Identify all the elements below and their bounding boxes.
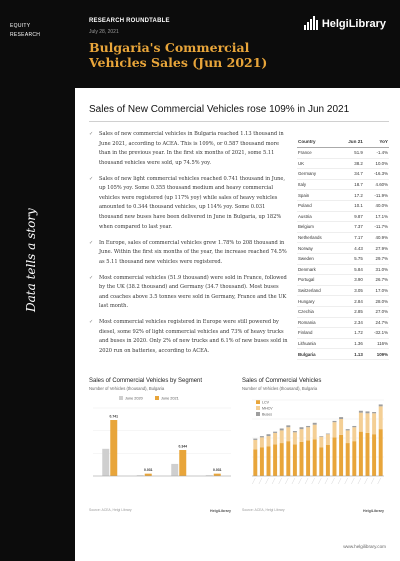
stacked-bar-segment xyxy=(286,441,290,476)
stacked-bar-segment xyxy=(326,434,330,445)
stacked-bar-segment xyxy=(359,411,363,413)
cell-value: 10.1 xyxy=(338,200,364,211)
stacked-bar-segment xyxy=(260,448,264,477)
cell-country: Netherlands xyxy=(297,232,338,243)
table-row xyxy=(297,148,389,159)
stacked-bar-segment xyxy=(319,448,323,477)
bullet-item xyxy=(89,318,289,356)
stacked-bar-segment xyxy=(280,429,284,431)
cell-yoy: -16.3% xyxy=(364,169,389,180)
stacked-bar-segment xyxy=(359,432,363,476)
stacked-bar-segment xyxy=(346,443,350,476)
cell-yoy: 31.0% xyxy=(364,264,389,275)
stacked-bar-segment xyxy=(326,434,330,435)
cell-country: Italy xyxy=(297,179,338,190)
checkmark-icon: ✓ xyxy=(89,175,94,182)
cell-value: 1.72 xyxy=(338,328,364,339)
stacked-bar-segment xyxy=(300,427,304,429)
stacked-bar-segment xyxy=(313,423,317,425)
table-body xyxy=(297,148,389,360)
bar xyxy=(102,449,109,476)
stacked-bar-segment xyxy=(339,417,343,419)
cell-yoy: 4.60% xyxy=(364,179,389,190)
cell-value: 3.05 xyxy=(338,285,364,296)
legend-swatch xyxy=(119,396,123,400)
chart-title: Sales of Commercial Vehicles by Segment xyxy=(89,378,203,384)
table-row xyxy=(297,158,389,169)
bullet-text: Most commercial vehicles registered in Europe were still powered by diesel, some 92% of light commercial vehicles and 73% of heavy trucks and buses in 2020. Only 2% of new trucks and 6.1% of new buses sold in 2020 run on batteries, according to ACEA. xyxy=(99,319,288,355)
cell-country: Hungary xyxy=(297,296,338,307)
stacked-bar-segment xyxy=(293,432,297,444)
checkmark-icon: ✓ xyxy=(89,274,94,281)
stacked-bar-segment xyxy=(346,429,350,430)
table-row xyxy=(297,328,389,339)
stacked-bar-segment xyxy=(319,436,323,437)
cell-country: Finland xyxy=(297,328,338,339)
header-kicker: RESEARCH ROUNDTABLE xyxy=(89,18,170,24)
checkmark-icon: ✓ xyxy=(89,319,94,326)
cell-value: 2.85 xyxy=(338,306,364,317)
cell-value: 17.2 xyxy=(338,190,364,201)
column-header-value: Jun 21 xyxy=(338,138,364,148)
cell-value: 4.43 xyxy=(338,243,364,254)
cell-value: 7.17 xyxy=(338,232,364,243)
country-sales-table xyxy=(297,138,389,360)
cell-yoy: 27.0% xyxy=(364,306,389,317)
brand-logo[interactable] xyxy=(304,16,386,30)
table-row xyxy=(297,211,389,222)
stacked-bar-segment xyxy=(333,437,337,476)
cell-country: Switzerland xyxy=(297,285,338,296)
data-label: 0.031 xyxy=(213,468,222,473)
table-row xyxy=(297,306,389,317)
cell-country: France xyxy=(297,148,338,159)
stacked-bar-segment xyxy=(306,427,310,440)
chart-title: Sales of Commercial Vehicles xyxy=(242,378,322,384)
bullet-item xyxy=(89,239,289,268)
cell-value: 5.75 xyxy=(338,253,364,264)
bullet-text: Sales of new light commercial vehicles reached 0.741 thousand in June, up 105% yoy. Some 0.355 thousand medium and heavy commercial vehicles were registered (up 117% yoy) while sales of heavy vehicles amounted to 0.344 thousand vehicles, up 114% yoy. Some 0.031 thousand new buses have been delivered in June in Bulgaria, up 182% when compared to last year. xyxy=(99,175,286,230)
cell-yoy: 116% xyxy=(364,338,389,349)
bullet-item xyxy=(89,274,289,312)
tag-line-1: EQUITY xyxy=(10,23,31,29)
stacked-bar-segment xyxy=(366,433,370,476)
headline: Sales of New Commercial Vehicles rose 109% in Jun 2021 xyxy=(89,104,350,115)
chart-subtitle: Number of Vehicles (thousand), Bulgaria xyxy=(242,386,318,391)
cell-value: 1.13 xyxy=(338,349,364,360)
stacked-bar-segment xyxy=(313,425,317,440)
stacked-bar-segment xyxy=(366,411,370,413)
stacked-bar-segment xyxy=(333,422,337,437)
cell-country: Lithuania xyxy=(297,338,338,349)
cell-yoy: 24.7% xyxy=(364,317,389,328)
cell-value: 38.2 xyxy=(338,158,364,169)
stacked-bar-segment xyxy=(286,427,290,441)
stacked-bar-segment xyxy=(346,430,350,443)
checkmark-icon: ✓ xyxy=(89,131,94,137)
stacked-bar-segment xyxy=(300,442,304,476)
chart-brand: HelgiLibrary xyxy=(363,509,384,513)
cell-yoy: 17.1% xyxy=(364,211,389,222)
legend-label: Buses xyxy=(262,412,272,417)
table-row-highlight xyxy=(297,349,389,360)
cell-value: 1.36 xyxy=(338,338,364,349)
cell-country: Romania xyxy=(297,317,338,328)
stacked-bar-segment xyxy=(267,436,271,446)
tag-line-2: RESEARCH xyxy=(10,32,41,38)
cell-yoy: 17.0% xyxy=(364,285,389,296)
bar xyxy=(145,474,152,476)
cell-value: 5.84 xyxy=(338,264,364,275)
cell-value: 7.37 xyxy=(338,222,364,233)
cell-yoy: 26.7% xyxy=(364,275,389,286)
cell-yoy: -11.9% xyxy=(364,190,389,201)
chart-subtitle: Number of Vehicles (thousand), Bulgaria xyxy=(89,386,165,391)
checkmark-icon: ✓ xyxy=(89,239,94,246)
stacked-bar-segment xyxy=(267,446,271,476)
logo-text: HelgiLibrary xyxy=(321,18,386,30)
cell-value: 3.90 xyxy=(338,275,364,286)
legend-label: MHCV xyxy=(262,406,273,411)
stacked-bar-segment xyxy=(379,429,383,476)
stacked-bar-segment xyxy=(280,430,284,443)
report-title: Bulgaria's Commercial Vehicles Sales (Jun 2021) xyxy=(89,40,268,70)
stacked-bar-segment xyxy=(339,419,343,435)
table-row xyxy=(297,296,389,307)
stacked-bar-segment xyxy=(372,412,376,413)
stacked-bar-segment xyxy=(293,444,297,476)
bullet-item xyxy=(89,130,289,168)
bar xyxy=(214,474,221,476)
stacked-bar-segment xyxy=(293,431,297,432)
stacked-bar-segment xyxy=(280,443,284,476)
segment-chart-plot xyxy=(89,394,235,498)
stacked-bar-segment xyxy=(273,432,277,433)
bar xyxy=(171,464,178,476)
legend-label: June 2021 xyxy=(161,396,179,401)
bullet-item xyxy=(89,175,289,233)
summary-bullets xyxy=(89,130,289,363)
stacked-bar-segment xyxy=(253,440,257,450)
cell-yoy: 109% xyxy=(364,349,389,360)
table-row xyxy=(297,169,389,180)
legend-label: LCV xyxy=(262,400,269,405)
stacked-bar-segment xyxy=(300,429,304,442)
cell-value: 9.87 xyxy=(338,211,364,222)
cell-country: Spain xyxy=(297,190,338,201)
cell-country: Bulgaria xyxy=(297,349,338,360)
footer-url[interactable]: www.helgilibrary.com xyxy=(343,544,386,549)
stacked-bar-segment xyxy=(306,426,310,427)
legend-swatch xyxy=(256,412,260,416)
table-row xyxy=(297,232,389,243)
table-header-row xyxy=(297,138,389,148)
logo-bars-icon xyxy=(304,16,318,30)
cell-yoy: 40.9% xyxy=(364,232,389,243)
data-label: 0.741 xyxy=(109,414,118,419)
cell-country: Poland xyxy=(297,200,338,211)
cell-country: UK xyxy=(297,158,338,169)
stacked-bar-segment xyxy=(306,441,310,476)
stacked-bar-segment xyxy=(379,406,383,429)
table-row xyxy=(297,200,389,211)
headline-divider xyxy=(89,121,389,122)
table-row xyxy=(297,190,389,201)
stacked-bar-segment xyxy=(372,434,376,476)
legend-label: June 2020 xyxy=(125,396,143,401)
cell-yoy: 40.0% xyxy=(364,200,389,211)
cell-yoy: -1.4% xyxy=(364,148,389,159)
publish-date: July 28, 2021 xyxy=(89,29,119,35)
cell-country: Belgium xyxy=(297,222,338,233)
cell-country: Czechia xyxy=(297,306,338,317)
data-label: 0.344 xyxy=(178,444,187,449)
stacked-bar-segment xyxy=(273,433,277,444)
cell-value: 2.34 xyxy=(338,317,364,328)
table-row xyxy=(297,222,389,233)
cell-country: Norway xyxy=(297,243,338,254)
bullet-text: Sales of new commercial vehicles in Bulgaria reached 1.13 thousand in June 2021, according to ACEA. This is 109%, or 0.587 thousand more than in the previous year. In the first six months of 2021, some 5.11 thousand vehicles were sold, up 74.5% yoy. xyxy=(99,131,284,166)
cell-country: Denmark xyxy=(297,264,338,275)
cell-yoy: 28.0% xyxy=(364,296,389,307)
table-row xyxy=(297,338,389,349)
stacked-bar-segment xyxy=(352,426,356,427)
cell-yoy: 10.0% xyxy=(364,158,389,169)
legend-swatch xyxy=(155,396,159,400)
cell-value: 34.7 xyxy=(338,169,364,180)
table-row xyxy=(297,285,389,296)
cell-value: 18.7 xyxy=(338,179,364,190)
bullet-text: Most commercial vehicles (51.9 thousand) were sold in France, followed by the UK (38.2 thousand) and Germany (34.7 thousand). Most buses and coaches above 3.5 tonnes were sold in Germany, France and the UK last month. xyxy=(99,274,287,310)
stacked-bar-segment xyxy=(313,439,317,476)
stacked-bar-segment xyxy=(260,437,264,447)
stacked-bar-segment xyxy=(273,444,277,476)
stacked-bar-segment xyxy=(319,437,323,448)
table-row xyxy=(297,179,389,190)
data-label: 0.031 xyxy=(144,468,153,473)
stacked-bar-segment xyxy=(333,421,337,422)
chart-brand: HelgiLibrary xyxy=(210,509,231,513)
table-row xyxy=(297,264,389,275)
stacked-bar-segment xyxy=(267,434,271,436)
chart-source: Source: ACEA, Helgi Library xyxy=(242,508,285,512)
bar xyxy=(110,420,117,476)
cell-country: Austria xyxy=(297,211,338,222)
cell-country: Sweden xyxy=(297,253,338,264)
sidebar xyxy=(0,0,75,561)
stacked-bar-segment xyxy=(379,404,383,406)
column-header-yoy: YoY xyxy=(364,138,389,148)
monthly-chart xyxy=(242,378,388,518)
stacked-bar-segment xyxy=(253,439,257,440)
stacked-bar-segment xyxy=(352,441,356,476)
cell-yoy: 27.9% xyxy=(364,243,389,254)
table-row xyxy=(297,317,389,328)
cell-value: 51.9 xyxy=(338,148,364,159)
stacked-bar-segment xyxy=(326,445,330,476)
cell-country: Germany xyxy=(297,169,338,180)
stacked-bar-segment xyxy=(372,413,376,434)
cell-yoy: -32.1% xyxy=(364,328,389,339)
stacked-bar-segment xyxy=(260,436,264,437)
column-header-country: Country xyxy=(297,138,338,148)
cell-value: 2.84 xyxy=(338,296,364,307)
stacked-bar-segment xyxy=(286,425,290,427)
legend-swatch xyxy=(256,406,260,410)
cell-yoy: -11.7% xyxy=(364,222,389,233)
table-row xyxy=(297,275,389,286)
report-tag xyxy=(10,22,40,40)
stacked-bar-segment xyxy=(352,427,356,441)
report-header xyxy=(75,0,400,88)
cell-country: Portugal xyxy=(297,275,338,286)
bullet-text: In Europe, sales of commercial vehicles grew 1.78% to 208 thousand in June. Within the first six months of the year, the increase reached 74.5% as 5.11 thousand new vehicles were registered. xyxy=(99,239,287,265)
legend-swatch xyxy=(256,400,260,404)
stacked-bar-segment xyxy=(253,449,257,476)
sidebar-slogan: Data tells a story xyxy=(24,208,38,312)
monthly-chart-plot xyxy=(242,394,388,498)
stacked-bar-segment xyxy=(359,413,363,432)
table-row xyxy=(297,243,389,254)
cell-yoy: 29.7% xyxy=(364,253,389,264)
chart-source: Source: ACEA, Helgi Library xyxy=(89,508,132,512)
stacked-bar-segment xyxy=(339,435,343,476)
segment-chart xyxy=(89,378,235,518)
stacked-bar-segment xyxy=(366,413,370,433)
table-row xyxy=(297,253,389,264)
bar xyxy=(179,450,186,476)
